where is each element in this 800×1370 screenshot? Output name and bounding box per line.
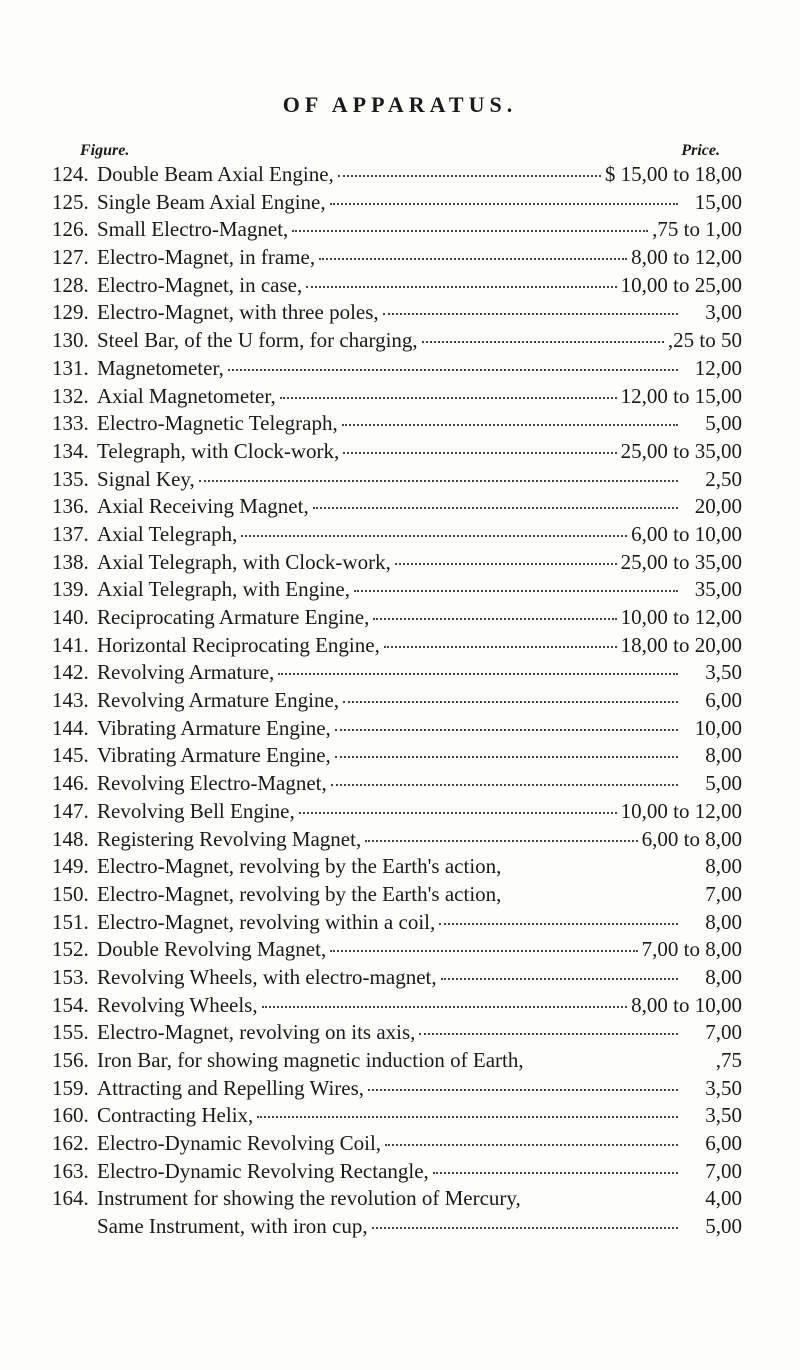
figure-number: 139. xyxy=(52,577,89,602)
dot-leader xyxy=(319,258,627,260)
dot-leader xyxy=(228,369,678,371)
dot-leader xyxy=(343,701,678,703)
dot-leader xyxy=(354,590,678,592)
list-item xyxy=(52,1186,742,1214)
item-price: 8,00 xyxy=(705,909,742,934)
figure-number: 143. xyxy=(52,688,89,713)
list-item xyxy=(52,937,742,965)
item-description: Steel Bar, of the U form, for charging, xyxy=(97,328,418,353)
item-description: Double Revolving Magnet, xyxy=(97,937,327,962)
figure-number: 141. xyxy=(52,632,89,657)
dot-leader xyxy=(241,535,627,537)
item-price: 7,00 xyxy=(705,881,742,906)
item-price: 3,50 xyxy=(705,1075,742,1100)
item-price: 8,00 to 12,00 xyxy=(631,245,742,270)
figure-number: 145. xyxy=(52,743,89,768)
figure-number: 144. xyxy=(52,715,89,740)
item-price: 12,00 to 15,00 xyxy=(620,383,742,408)
item-price: 35,00 xyxy=(694,577,742,602)
list-item xyxy=(52,743,742,771)
item-description: Revolving Electro-Magnet, xyxy=(97,771,327,796)
dot-leader xyxy=(343,452,616,454)
list-item xyxy=(52,550,742,578)
item-price: 8,00 xyxy=(705,854,742,879)
figure-number: 135. xyxy=(52,466,89,491)
item-description: Iron Bar, for showing magnetic induction of Earth, xyxy=(97,1048,524,1072)
figure-number: 148. xyxy=(52,826,89,851)
price-column-heading: Price. xyxy=(681,142,720,159)
item-description: Double Beam Axial Engine, xyxy=(97,162,334,186)
figure-number: 130. xyxy=(52,328,89,353)
dot-leader xyxy=(373,618,616,620)
item-description: Vibrating Armature Engine, xyxy=(97,743,331,768)
list-item xyxy=(52,439,742,467)
figure-number: 153. xyxy=(52,964,89,989)
item-description: Small Electro-Magnet, xyxy=(97,217,289,242)
dot-leader xyxy=(292,230,648,232)
item-price: 3,50 xyxy=(705,660,742,685)
dot-leader xyxy=(338,175,601,177)
list-item xyxy=(52,993,742,1021)
dot-leader xyxy=(335,729,678,731)
item-price: 5,00 xyxy=(705,411,742,436)
figure-number: 155. xyxy=(52,1020,89,1045)
dot-leader xyxy=(372,1227,678,1229)
dot-leader xyxy=(331,784,678,786)
list-item xyxy=(52,827,742,855)
list-item xyxy=(52,1020,742,1048)
dot-leader xyxy=(422,341,664,343)
item-price: 18,00 to 20,00 xyxy=(620,632,742,657)
figure-number: 160. xyxy=(52,1103,89,1128)
list-item xyxy=(52,1103,742,1131)
list-item xyxy=(52,300,742,328)
item-description: Contracting Helix, xyxy=(97,1103,254,1128)
item-price: 10,00 to 12,00 xyxy=(620,798,742,823)
item-price: 5,00 xyxy=(705,771,742,796)
list-item xyxy=(52,633,742,661)
list-item xyxy=(52,384,742,412)
dot-leader xyxy=(257,1116,678,1118)
item-description: Vibrating Armature Engine, xyxy=(97,715,331,740)
list-item xyxy=(52,356,742,384)
item-description: Same Instrument, with iron cup, xyxy=(97,1214,368,1239)
item-description: Axial Telegraph, xyxy=(97,521,238,546)
figure-number: 136. xyxy=(52,494,89,519)
figure-number: 151. xyxy=(52,909,89,934)
dot-leader xyxy=(330,203,678,205)
dot-leader xyxy=(199,480,678,482)
item-description: Attracting and Repelling Wires, xyxy=(97,1075,365,1100)
dot-leader xyxy=(441,978,678,980)
list-item xyxy=(52,245,742,273)
figure-number: 149. xyxy=(52,854,89,879)
item-price: 15,00 xyxy=(694,189,742,214)
dot-leader xyxy=(433,1172,678,1174)
list-item xyxy=(52,328,742,356)
item-description: Axial Receiving Magnet, xyxy=(97,494,309,519)
item-description: Electro-Magnet, revolving by the Earth's action, xyxy=(97,854,502,879)
list-item xyxy=(52,882,742,910)
item-price: 3,50 xyxy=(705,1103,742,1128)
dot-leader xyxy=(299,812,617,814)
item-price: 7,00 xyxy=(705,1158,742,1183)
dot-leader xyxy=(383,313,678,315)
item-description: Electro-Magnet, with three poles, xyxy=(97,300,379,325)
item-price: 6,00 xyxy=(705,1131,742,1156)
item-price: 20,00 xyxy=(694,494,742,519)
item-description: Electro-Magnet, revolving by the Earth's action, xyxy=(97,881,502,906)
list-item xyxy=(52,688,742,716)
item-description: Electro-Magnet, revolving on its axis, xyxy=(97,1020,416,1045)
list-item xyxy=(52,1131,742,1159)
item-description: Revolving Armature Engine, xyxy=(97,688,340,713)
figure-number: 132. xyxy=(52,383,89,408)
list-item xyxy=(52,217,742,245)
figure-number: 152. xyxy=(52,937,89,962)
item-description: Instrument for showing the revolution of Mercury, xyxy=(97,1186,521,1211)
list-item xyxy=(52,577,742,605)
dot-leader xyxy=(306,286,616,288)
list-item xyxy=(52,854,742,882)
item-price: 10,00 xyxy=(694,715,742,740)
list-item xyxy=(52,190,742,218)
figure-number: 124. xyxy=(52,162,89,186)
dot-leader xyxy=(385,1144,678,1146)
dot-leader xyxy=(330,950,637,952)
item-description: Electro-Magnet, revolving within a coil, xyxy=(97,909,436,934)
figure-number: 126. xyxy=(52,217,89,242)
item-price: 7,00 to 8,00 xyxy=(641,937,742,962)
figure-column-heading: Figure. xyxy=(80,142,130,159)
list-item xyxy=(52,965,742,993)
item-description: Revolving Wheels, xyxy=(97,992,258,1017)
list-item xyxy=(52,273,742,301)
list-item xyxy=(52,1159,742,1187)
dot-leader xyxy=(262,1006,628,1008)
dot-leader xyxy=(384,646,617,648)
item-description: Electro-Magnet, in frame, xyxy=(97,245,316,270)
figure-number: 142. xyxy=(52,660,89,685)
figure-number: 164. xyxy=(52,1186,89,1211)
list-item xyxy=(52,910,742,938)
dot-leader xyxy=(278,673,678,675)
item-price: $ 15,00 to 18,00 xyxy=(604,162,742,186)
list-item xyxy=(52,1214,742,1242)
item-price: 4,00 xyxy=(705,1186,742,1211)
item-description: Electro-Magnetic Telegraph, xyxy=(97,411,338,436)
figure-number: 133. xyxy=(52,411,89,436)
item-price: 5,00 xyxy=(705,1214,742,1239)
item-description: Electro-Dynamic Revolving Rectangle, xyxy=(97,1158,429,1183)
list-item xyxy=(52,605,742,633)
figure-number: 154. xyxy=(52,992,89,1017)
item-description: Electro-Magnet, in case, xyxy=(97,272,303,297)
item-description: Telegraph, with Clock-work, xyxy=(97,438,340,463)
item-description: Axial Telegraph, with Clock-work, xyxy=(97,549,391,574)
dot-leader xyxy=(313,507,678,509)
list-item xyxy=(52,799,742,827)
figure-number: 134. xyxy=(52,438,89,463)
item-price: 7,00 xyxy=(705,1020,742,1045)
figure-number: 147. xyxy=(52,798,89,823)
figure-number: 128. xyxy=(52,272,89,297)
item-price: 10,00 to 25,00 xyxy=(620,272,742,297)
item-description: Revolving Bell Engine, xyxy=(97,798,295,823)
item-description: Magnetometer, xyxy=(97,355,224,380)
item-price: 25,00 to 35,00 xyxy=(620,549,742,574)
figure-number: 162. xyxy=(52,1131,89,1156)
list-item xyxy=(52,1076,742,1104)
page-header: OF APPARATUS. xyxy=(282,92,518,117)
list-item xyxy=(52,522,742,550)
list-item xyxy=(52,494,742,522)
item-description: Axial Telegraph, with Engine, xyxy=(97,577,350,602)
item-price: 10,00 to 12,00 xyxy=(620,605,742,629)
dot-leader xyxy=(280,397,617,399)
figure-number: 125. xyxy=(52,189,89,214)
list-item xyxy=(52,411,742,439)
item-price: 8,00 xyxy=(705,743,742,768)
item-price: ,75 to 1,00 xyxy=(652,217,742,242)
item-description: Revolving Wheels, with electro-magnet, xyxy=(97,964,437,989)
dot-leader xyxy=(439,923,678,925)
figure-number: 131. xyxy=(52,355,89,380)
item-price: ,25 to 50 xyxy=(667,328,742,353)
dot-leader xyxy=(365,840,637,842)
item-price: 6,00 to 10,00 xyxy=(631,521,742,546)
figure-number: 156. xyxy=(52,1048,89,1072)
item-description: Signal Key, xyxy=(97,466,195,491)
item-price: 8,00 xyxy=(705,964,742,989)
price-list xyxy=(52,162,742,1242)
item-description: Axial Magnetometer, xyxy=(97,383,276,408)
dot-leader xyxy=(335,756,678,758)
dot-leader xyxy=(395,563,617,565)
item-price: 25,00 to 35,00 xyxy=(620,438,742,463)
dot-leader xyxy=(419,1033,678,1035)
item-price: ,75 xyxy=(715,1048,742,1072)
list-item xyxy=(52,716,742,744)
figure-number: 137. xyxy=(52,521,89,546)
list-item xyxy=(52,1048,742,1076)
list-item xyxy=(52,660,742,688)
figure-number: 146. xyxy=(52,771,89,796)
dot-leader xyxy=(368,1089,678,1091)
figure-number: 129. xyxy=(52,300,89,325)
list-item xyxy=(52,467,742,495)
item-description: Horizontal Reciprocating Engine, xyxy=(97,632,380,657)
figure-number: 127. xyxy=(52,245,89,270)
item-price: 8,00 to 10,00 xyxy=(631,992,742,1017)
item-price: 3,00 xyxy=(705,300,742,325)
item-description: Electro-Dynamic Revolving Coil, xyxy=(97,1131,382,1156)
item-description: Single Beam Axial Engine, xyxy=(97,189,326,214)
item-price: 6,00 to 8,00 xyxy=(641,826,742,851)
list-item xyxy=(52,771,742,799)
item-description: Revolving Armature, xyxy=(97,660,275,685)
dot-leader xyxy=(342,424,678,426)
item-price: 12,00 xyxy=(694,355,742,380)
item-description: Reciprocating Armature Engine, xyxy=(97,605,370,629)
figure-number: 140. xyxy=(52,605,89,629)
item-description: Registering Revolving Magnet, xyxy=(97,826,362,851)
figure-number: 138. xyxy=(52,549,89,574)
figure-number: 150. xyxy=(52,881,89,906)
figure-number: 163. xyxy=(52,1158,89,1183)
list-item xyxy=(52,162,742,190)
item-price: 2,50 xyxy=(705,466,742,491)
item-price: 6,00 xyxy=(705,688,742,713)
figure-number: 159. xyxy=(52,1075,89,1100)
